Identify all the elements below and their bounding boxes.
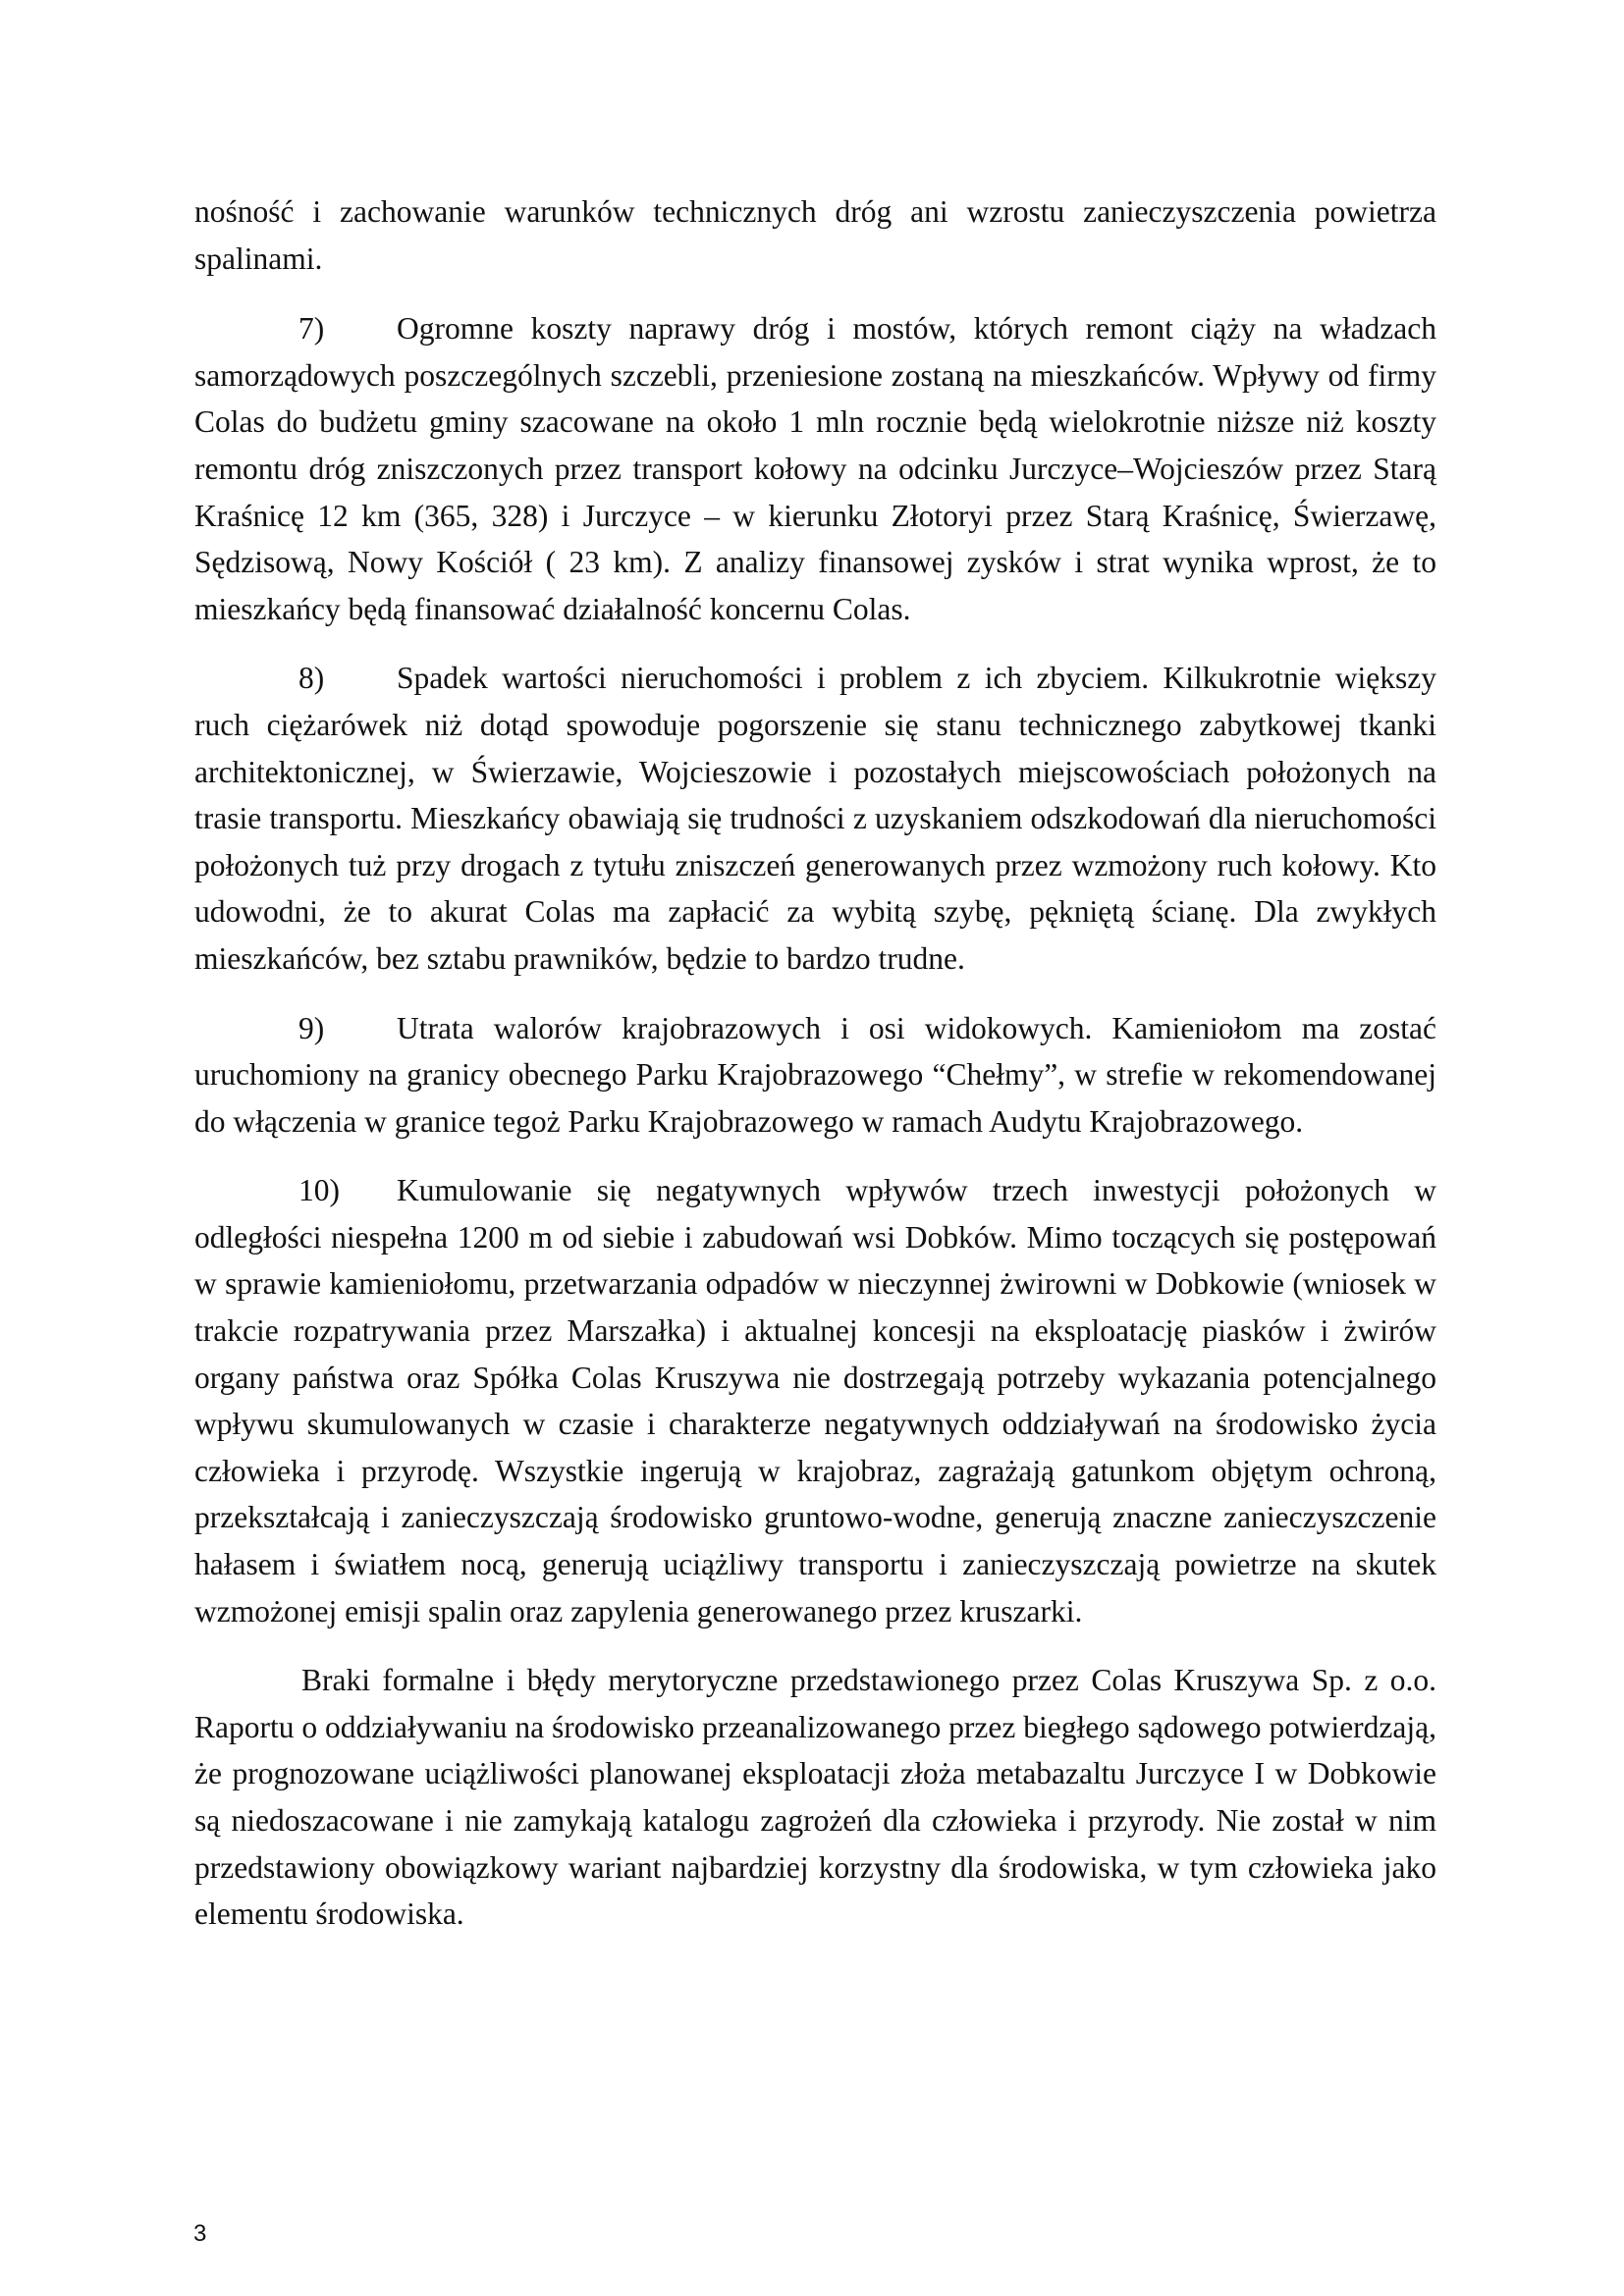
item-number: 10) — [298, 1173, 340, 1208]
paragraph-item-8 — [194, 655, 1436, 982]
paragraph-item-7 — [194, 305, 1436, 632]
item-number: 8) — [298, 661, 325, 696]
paragraph-text: Ogromne koszty naprawy dróg i mostów, których remont ciąży na władzach samorządowych poszczególnych szczebli, przeniesione zostaną na mieszkańców. Wpływy od firmy Colas do budżetu gminy szacowane na około 1 mln rocznie będą wielokrotnie niższe niż koszty remontu dróg zniszczonych przez transport kołowy na odcinku Jurczyce–Wojcieszów przez Starą Kraśnicę 12 km (365, 328) i Jurczyce – w kierunku Złotoryi przez Starą Kraśnicę, Świerzawę, Sędzisową, Nowy Kościół ( 23 km). Z analizy finansowej zysków i strat wynika wprost, że to mieszkańcy będą finansować działalność koncernu Colas. — [194, 311, 1436, 626]
paragraph-item-10 — [194, 1167, 1436, 1634]
paragraph-text: Braki formalne i błędy merytoryczne przedstawionego przez Colas Kruszywa Sp. z o.o. Raportu o oddziaływaniu na środowisko przeanalizowanego przez biegłego sądowego potwierdzają, że prognozowane uciążliwości planowanej eksploatacji złoża metabazaltu Jurczyce I w Dobkowie są niedoszacowane i nie zamykają katalogu zagrożeń dla człowieka i przyrody. Nie został w nim przedstawiony obowiązkowy wariant najbardziej korzystny dla środowiska, w tym człowieka jako elementu środowiska. — [194, 1663, 1436, 1932]
item-number: 7) — [298, 311, 325, 347]
paragraph-text: Utrata walorów krajobrazowych i osi widokowych. Kamieniołom ma zostać uruchomiony na granicy obecnego Parku Krajobrazowego “Chełmy”, w strefie w rekomendowanej do włączenia w granice tegoż Parku Krajobrazowego w ramach Audytu Krajobrazowego. — [194, 1010, 1436, 1139]
paragraph-text: Kumulowanie się negatywnych wpływów trzech inwestycji położonych w odległości niespełna 1200 m od siebie i zabudowań wsi Dobków. Mimo toczących się postępowań w sprawie kamieniołomu, przetwarzania odpadów w nieczynnej żwirowni w Dobkowie (wniosek w trakcie rozpatrywania przez Marszałka) i aktualnej koncesji na eksploatację piasków i żwirów organy państwa oraz Spółka Colas Kruszywa nie dostrzegają potrzeby wykazania potencjalnego wpływu skumulowanych w czasie i charakterze negatywnych oddziaływań na środowisko życia człowieka i przyrodę. Wszystkie ingerują w krajobraz, zagrażają gatunkom objętym ochroną, przekształcają i zanieczyszczają środowisko gruntowo-wodne, generują znaczne zanieczyszczenie hałasem i światłem nocą, generują uciążliwy transportu i zanieczyszczają powietrze na skutek wzmożonej emisji spalin oraz zapylenia generowanego przez kruszarki. — [194, 1173, 1436, 1629]
closing-paragraph — [194, 1657, 1436, 1938]
paragraph-continuation — [194, 188, 1436, 282]
item-number: 9) — [298, 1010, 325, 1045]
document-body — [194, 188, 1436, 1960]
paragraph-text: Spadek wartości nieruchomości i problem z ich zbyciem. Kilkukrotnie większy ruch ciężarówek niż dotąd spowoduje pogorszenie się stanu technicznego zabytkowej tkanki architektonicznej, w Świerzawie, Wojcieszowie i pozostałych miejscowościach położonych na trasie transportu. Mieszkańcy obawiają się trudności z uzyskaniem odszkodowań dla nieruchomości położonych tuż przy drogach z tytułu zniszczeń generowanych przez wzmożony ruch kołowy. Kto udowodni, że to akurat Colas ma zapłacić za wybitą szybę, pękniętą ścianę. Dla zwykłych mieszkańców, bez sztabu prawników, będzie to bardzo trudne. — [194, 661, 1436, 976]
paragraph-text: nośność i zachowanie warunków technicznych dróg ani wzrostu zanieczyszczenia powietrza spalinami. — [194, 194, 1436, 276]
paragraph-item-9 — [194, 1005, 1436, 1146]
page-number: 3 — [193, 2220, 207, 2247]
